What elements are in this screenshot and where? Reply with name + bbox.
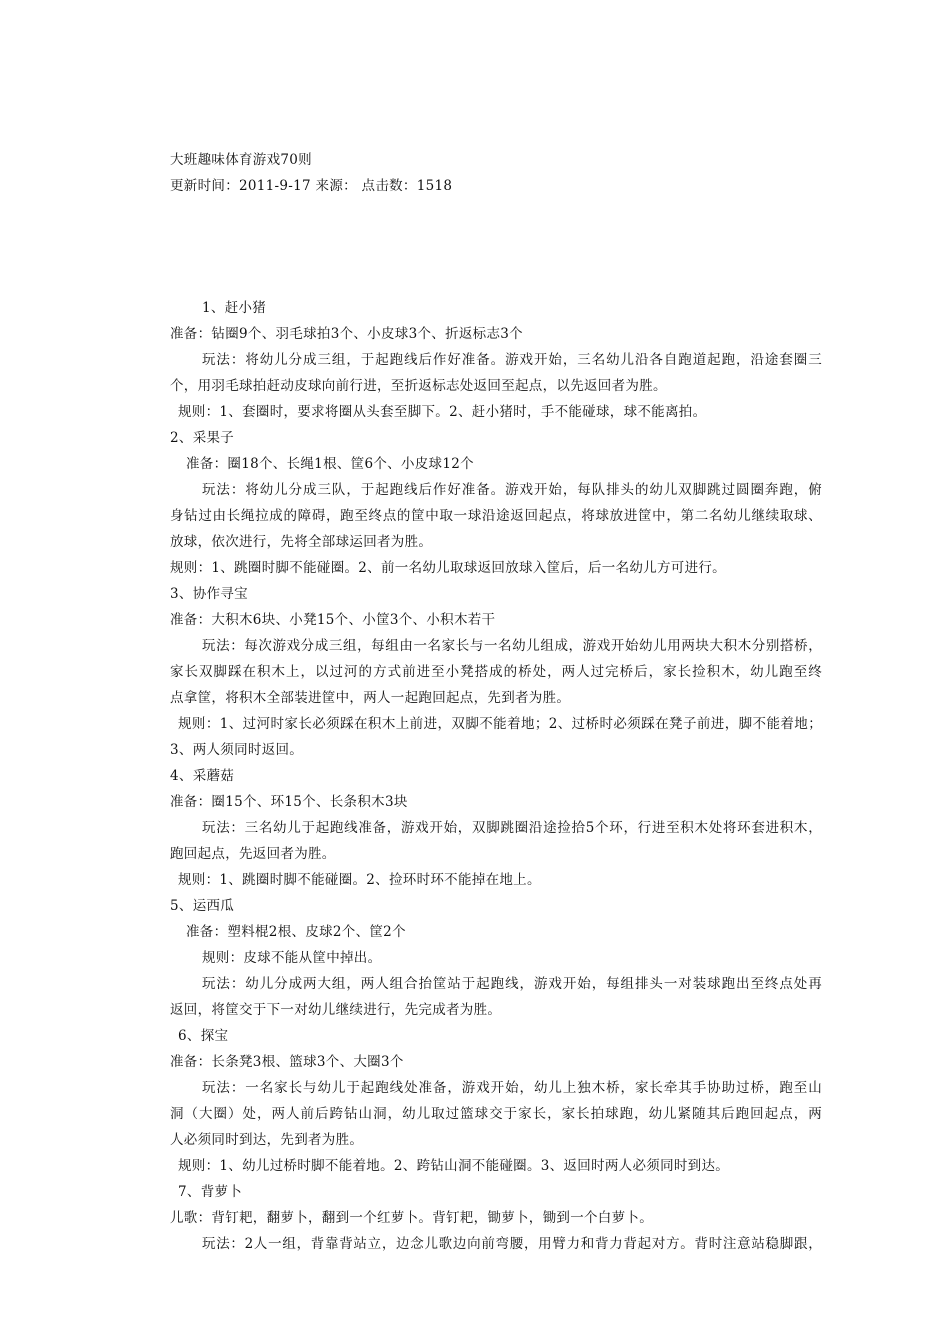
paragraph-line: 玩法：每次游戏分成三组，每组由一名家长与一名幼儿组成，游戏开始幼儿用两块大积木分别搭桥， [202,638,822,654]
paragraph-line: 点拿筐，将积木全部装进筐中，两人一起跑回起点，先到者为胜。 [170,690,571,706]
paragraph-line: 3、两人须同时返回。 [170,742,304,758]
paragraph-line: 规则：1、跳圈时脚不能碰圈。2、捡环时环不能掉在地上。 [178,872,541,888]
section-heading-4: 4、采蘑菇 [170,768,235,784]
section-heading-3: 3、协作寻宝 [170,586,248,602]
paragraph-line: 准备：圈18个、长绳1根、筐6个、小皮球12个 [186,456,474,472]
section-heading-6: 6、探宝 [178,1028,229,1044]
section-heading-5: 5、运西瓜 [170,898,235,914]
paragraph-line: 家长双脚踩在积木上，以过河的方式前进至小凳搭成的桥处，两人过完桥后，家长捡积木，幼儿跑至终 [170,664,822,680]
paragraph-line: 玩法：幼儿分成两大组，两人组合抬筐站于起跑线，游戏开始，每组排头一对装球跑出至终点处再 [202,976,822,992]
paragraph-line: 玩法：2人一组，背靠背站立，边念儿歌边向前弯腰，用臂力和背力背起对方。背时注意站稳脚跟， [202,1236,822,1252]
section-heading-1: 1、赶小猪 [202,300,267,316]
paragraph-line: 规则：1、幼儿过桥时脚不能着地。2、跨钻山洞不能碰圈。3、返回时两人必须同时到达。 [178,1158,730,1174]
paragraph-line: 玩法：一名家长与幼儿于起跑线处准备，游戏开始，幼儿上独木桥，家长牵其手协助过桥，跑至山 [202,1080,822,1096]
section-heading-2: 2、采果子 [170,430,235,446]
paragraph-line: 准备：钻圈9个、羽毛球拍3个、小皮球3个、折返标志3个 [170,326,523,342]
paragraph-line: 儿歌：背钉耙，翻萝卜，翻到一个红萝卜。背钉耙，锄萝卜，锄到一个白萝卜。 [170,1210,653,1226]
paragraph-line: 规则：1、过河时家长必须踩在积木上前进，双脚不能着地；2、过桥时必须踩在凳子前进，脚不能着地； [178,716,822,732]
article-meta: 更新时间：2011-9-17 来源： 点击数：1518 [170,178,453,194]
paragraph-line: 个，用羽毛球拍赶动皮球向前行进，至折返标志处返回至起点，以先返回者为胜。 [170,378,667,394]
paragraph-line: 准备：圈15个、环15个、长条积木3块 [170,794,408,810]
paragraph-line: 规则：皮球不能从筐中掉出。 [202,950,382,966]
paragraph-line: 返回，将筐交于下一对幼儿继续进行，先完成者为胜。 [170,1002,502,1018]
paragraph-line: 人必须同时到达，先到者为胜。 [170,1132,364,1148]
paragraph-line: 跑回起点，先返回者为胜。 [170,846,336,862]
paragraph-line: 玩法：将幼儿分成三组，于起跑线后作好准备。游戏开始，三名幼儿沿各自跑道起跑，沿途套圈三 [202,352,822,368]
paragraph-line: 准备：长条凳3根、篮球3个、大圈3个 [170,1054,404,1070]
paragraph-line: 规则：1、套圈时，要求将圈从头套至脚下。2、赶小猪时，手不能碰球，球不能离拍。 [178,404,707,420]
paragraph-line: 洞（大圈）处，两人前后跨钻山洞，幼儿取过篮球交于家长，家长拍球跑，幼儿紧随其后跑回起点，两 [170,1106,822,1122]
paragraph-line: 放球，依次进行，先将全部球运回者为胜。 [170,534,433,550]
paragraph-line: 身钻过由长绳拉成的障碍，跑至终点的筐中取一球沿途返回起点，将球放进筐中，第二名幼儿继续取球、 [170,508,822,524]
section-heading-7: 7、背萝卜 [178,1184,243,1200]
paragraph-line: 玩法：将幼儿分成三队，于起跑线后作好准备。游戏开始，每队排头的幼儿双脚跳过圆圈奔跑，俯 [202,482,822,498]
article-title: 大班趣味体育游戏70则 [170,152,312,168]
paragraph-line: 规则：1、跳圈时脚不能碰圈。2、前一名幼儿取球返回放球入筐后，后一名幼儿方可进行。 [170,560,726,576]
paragraph-line: 准备：大积木6块、小凳15个、小筐3个、小积木若干 [170,612,496,628]
paragraph-line: 准备：塑料棍2根、皮球2个、筐2个 [186,924,406,940]
paragraph-line: 玩法：三名幼儿于起跑线准备，游戏开始，双脚跳圈沿途捡拾5个环，行进至积木处将环套进积木， [202,820,822,836]
